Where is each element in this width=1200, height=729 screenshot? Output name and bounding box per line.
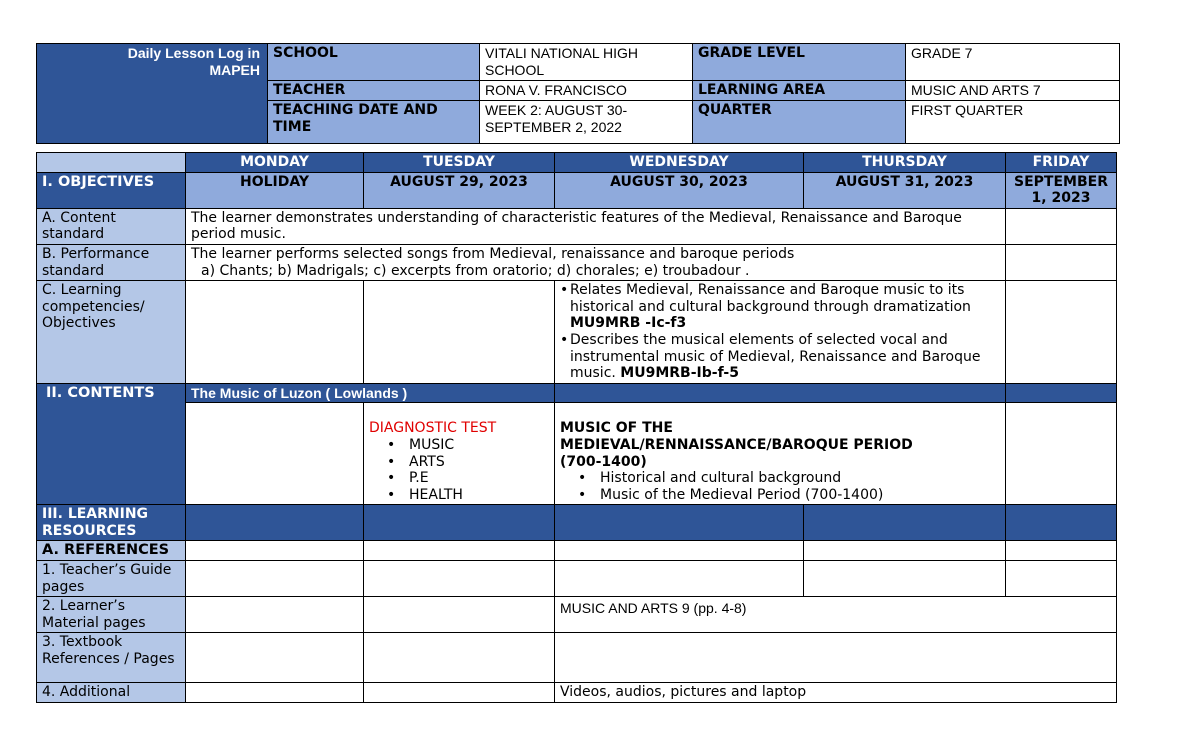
list-item: • MUSIC (409, 437, 549, 454)
performance-standard-cell (186, 244, 1006, 280)
contents-tuesday (364, 403, 555, 505)
learning-competencies-label: C. Learning competencies/ Objectives (37, 281, 186, 384)
list-item: • ARTS (409, 454, 549, 471)
additional-cell (364, 683, 555, 703)
learners-material-cell (186, 597, 364, 633)
contents-monday (186, 403, 364, 505)
contents-bar-friday (1006, 383, 1117, 403)
teachers-guide-cell (555, 561, 804, 597)
contents-bar-wednesday (555, 383, 1006, 403)
grade-level-label: GRADE LEVEL (693, 44, 906, 81)
content-standard-text: The learner demonstrates understanding of characteristic features of the Medieval, Renaissance and Baroque period music. (186, 208, 1006, 244)
day-header-tuesday: TUESDAY (364, 153, 555, 173)
grade-level-value: GRADE 7 (906, 44, 1120, 81)
competencies-friday (1006, 281, 1117, 384)
references-cell (804, 541, 1006, 561)
references-cell (1006, 541, 1117, 561)
contents-topic: The Music of Luzon ( Lowlands ) (186, 383, 555, 403)
teachers-guide-label: 1. Teacher’s Guide pages (37, 561, 186, 597)
list-item: • HEALTH (409, 487, 549, 504)
content-standard-label: A. Content standard (37, 208, 186, 244)
references-cell (364, 541, 555, 561)
learning-area-label: LEARNING AREA (693, 81, 906, 101)
textbook-cell (364, 633, 555, 683)
references-cell (555, 541, 804, 561)
performance-standard-friday (1006, 244, 1117, 280)
learners-material-cell (364, 597, 555, 633)
lesson-topic-title: MUSIC OF THE MEDIEVAL/RENNAISSANCE/BAROQUE PERIOD (700-1400) (560, 420, 913, 470)
performance-standard-text: The learner performs selected songs from Medieval, renaissance and baroque periods (191, 245, 795, 262)
date-thursday: AUGUST 31, 2023 (804, 172, 1006, 208)
teacher-value: RONA V. FRANCISCO (480, 81, 693, 101)
competencies-tuesday (364, 281, 555, 384)
content-standard-friday (1006, 208, 1117, 244)
learning-area-value: MUSIC AND ARTS 7 (906, 81, 1120, 101)
objectives-heading (37, 172, 186, 208)
log-title-cell (37, 44, 268, 144)
performance-standard-examples: a) Chants; b) Madrigals; c) excerpts from oratorio; d) chorales; e) troubadour . (201, 262, 750, 279)
competency-item (560, 332, 1000, 382)
competency-item (560, 282, 1000, 332)
contents-friday (1006, 403, 1117, 505)
list-item: • Music of the Medieval Period (700-1400) (600, 487, 1000, 504)
references-heading: A. REFERENCES (37, 541, 186, 561)
learners-material-wednesday: MUSIC AND ARTS 9 (pp. 4-8) (555, 597, 1117, 633)
quarter-label: QUARTER (693, 101, 906, 144)
competencies-wednesday (555, 281, 1006, 384)
contents-heading (37, 383, 186, 505)
teaching-date-value: WEEK 2: AUGUST 30-SEPTEMBER 2, 2022 (480, 101, 693, 144)
log-subject: MAPEH (209, 62, 260, 78)
performance-standard-label: B. Performance standard (37, 244, 186, 280)
teaching-date-label: TEACHING DATE AND TIME (268, 101, 480, 144)
teacher-label: TEACHER (268, 81, 480, 101)
teachers-guide-cell (1006, 561, 1117, 597)
contents-heading-text: CONTENTS (67, 384, 155, 401)
resources-bar (804, 505, 1006, 541)
references-cell (186, 541, 364, 561)
teachers-guide-cell (186, 561, 364, 597)
school-label: SCHOOL (268, 44, 480, 81)
quarter-value: FIRST QUARTER (906, 101, 1120, 144)
competency-code: MU9MRB -Ic-f3 (570, 315, 687, 332)
date-tuesday: AUGUST 29, 2023 (364, 172, 555, 208)
day-header-wednesday: WEDNESDAY (555, 153, 804, 173)
learners-material-label: 2. Learner’s Material pages (37, 597, 186, 633)
textbook-cell-wednesday (555, 633, 1117, 683)
day-header-friday: FRIDAY (1006, 153, 1117, 173)
diagnostic-test-list (369, 437, 549, 503)
competency-code: MU9MRB-Ib-f-5 (620, 365, 739, 382)
teachers-guide-cell (364, 561, 555, 597)
list-item: • Historical and cultural background (600, 470, 1000, 487)
competency-text: Describes the musical elements of selected vocal and instrumental music of Medieval, Renaissance and Baroque music. (570, 331, 981, 382)
resources-bar (555, 505, 804, 541)
diagnostic-test-title: DIAGNOSTIC TEST (369, 420, 497, 437)
textbook-references-label: 3. Textbook References / Pages (37, 633, 186, 683)
textbook-cell (186, 633, 364, 683)
corner-cell (37, 153, 186, 173)
list-item: • P.E (409, 470, 549, 487)
additional-wednesday: Videos, audios, pictures and laptop (555, 683, 1117, 703)
competencies-monday (186, 281, 364, 384)
lesson-topic-list (560, 470, 1000, 503)
teachers-guide-cell (804, 561, 1006, 597)
day-header-thursday: THURSDAY (804, 153, 1006, 173)
day-header-monday: MONDAY (186, 153, 364, 173)
date-friday: SEPTEMBER 1, 2023 (1006, 172, 1117, 208)
lesson-plan-table (36, 152, 1117, 703)
learning-resources-heading: III. LEARNING RESOURCES (37, 505, 186, 541)
additional-cell (186, 683, 364, 703)
school-value: VITALI NATIONAL HIGH SCHOOL (480, 44, 693, 81)
resources-bar (1006, 505, 1117, 541)
contents-wednesday (555, 403, 1006, 505)
log-title: Daily Lesson Log in (127, 45, 260, 61)
date-wednesday: AUGUST 30, 2023 (555, 172, 804, 208)
date-monday: HOLIDAY (186, 172, 364, 208)
contents-heading-number: II. (46, 384, 63, 401)
objectives-heading-number: I. (42, 173, 53, 190)
lesson-log-header-table (36, 43, 1120, 144)
objectives-heading-text: OBJECTIVES (57, 173, 155, 190)
resources-bar (186, 505, 364, 541)
additional-label: 4. Additional (37, 683, 186, 703)
resources-bar (364, 505, 555, 541)
competency-text: Relates Medieval, Renaissance and Baroque music to its historical and cultural background through dramatization (570, 282, 971, 315)
